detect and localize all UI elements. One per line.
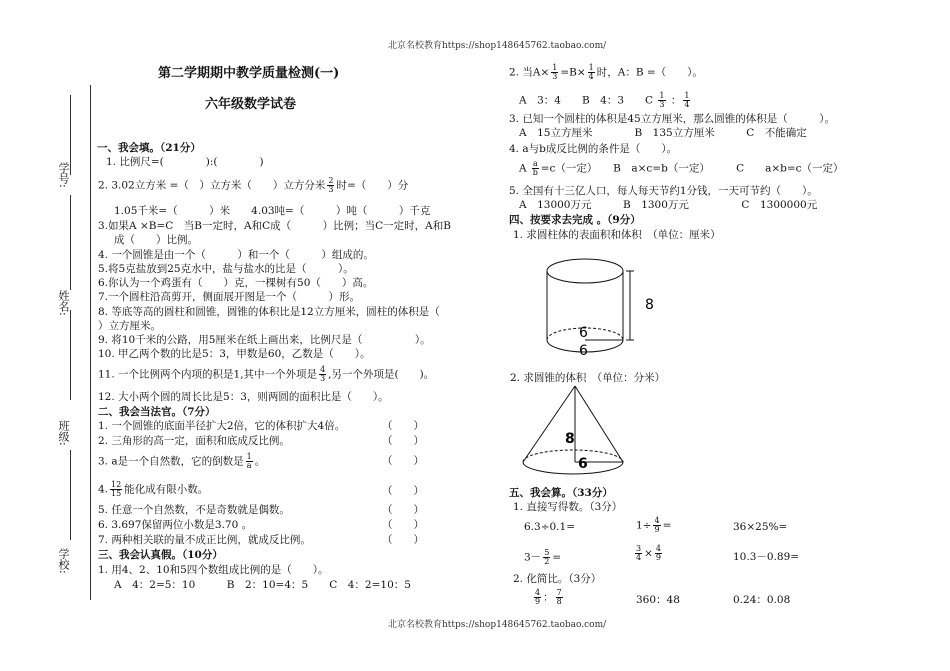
section5-heading: 五、我会算。（33分） — [509, 487, 613, 499]
s3-q2: 2. 当A× $\frac{1}{3}$ =B× $\frac{1}{4}$ 时，A：B =（ ）。 — [509, 63, 703, 81]
section3-heading: 三、我会认真假。（10分） — [98, 549, 223, 561]
s2-q6-paren[interactable]: （ ） — [382, 519, 424, 531]
fraction: $\frac{4}{9}$ — [655, 544, 661, 562]
s3-q2-options: A 3：4 B 4：3 C $\frac{1}{3}$ ： $\frac{1}{4}$ — [519, 91, 690, 109]
s1-q11: 11. 一个比例两个内项的积是1,其中一个外项是 $\frac{4}{3}$ ,另一个外项是( )。 — [98, 365, 435, 383]
fraction: $\frac{1}{3}$ — [552, 63, 558, 81]
side-line-3 — [70, 310, 71, 400]
header-url: 北京名校教育https://shop148645762.taobao.com/ — [388, 41, 607, 51]
s3-q1: 1. 用4、2、10和5四个数组成比例的是（ ）。 — [98, 564, 329, 576]
s1-q10: 10. 甲乙两个数的比是5：3，甲数是60，乙数是（ ）。 — [98, 348, 371, 360]
side-label-id: 学号: — [57, 162, 70, 188]
s3-q5-options: A 13000万元 B 1300万元 C 1300000元 — [519, 199, 818, 211]
fraction: $\frac{7}{8}$ — [556, 588, 562, 606]
ratio-1: $\frac{4}{9}$ ： $\frac{7}{8}$ — [535, 588, 562, 606]
fraction: $\frac{5}{2}$ — [544, 548, 550, 566]
calc-3: 36×25%= — [733, 521, 788, 533]
side-label-name: 姓名: — [57, 290, 70, 316]
s2-q1-paren[interactable]: （ ） — [382, 420, 424, 432]
s2-q1: 1. 一个圆锥的底面半径扩大2倍，它的体积扩大4倍。 — [98, 420, 346, 432]
s1-q5: 5.将5克盐放到25克水中，盐与盐水的比是（ ）。 — [98, 263, 354, 275]
s2-q5-paren[interactable]: （ ） — [382, 504, 424, 516]
s2-q3-paren[interactable]: （ ） — [382, 455, 424, 467]
fraction: $\frac{4}{9}$ — [535, 588, 541, 606]
cylinder-height-label: 8 — [645, 297, 654, 313]
s1-q3a: 3.如果A ×B=C 当B一定时，A和C成（ ）比例；当C一定时，A和B — [98, 220, 451, 232]
cylinder-radius-label: 6 — [579, 325, 588, 341]
s1-q6: 6.你认为一个鸡蛋有（ ）克，一棵树有50（ ）高。 — [98, 277, 374, 289]
page-title: 第二学期期中教学质量检测(一) — [158, 66, 340, 81]
s2-q4: 4. $\frac{12}{15}$ 能化成有限小数。 — [98, 480, 209, 498]
s2-q5: 5. 任意一个自然数，不是奇数就是偶数。 — [98, 504, 290, 516]
s1-q3b: 成（ ）比例。 — [114, 234, 198, 246]
s3-q3: 3. 已知一个圆柱的体积是45立方厘米，那么圆锥的体积是（ ）。 — [509, 113, 835, 125]
side-line-4 — [70, 450, 71, 540]
page-subtitle: 六年级数学试卷 — [205, 97, 297, 112]
fraction: $\frac{2}{3}$ — [328, 176, 334, 194]
s1-q1: 1. 比例尺=( ):( ) — [106, 156, 264, 168]
fraction: $\frac{4}{9}$ — [654, 516, 660, 534]
ratio-2: 360：48 — [636, 594, 680, 606]
s4-q2: 2. 求圆锥的体积 （单位：分米） — [510, 372, 666, 384]
calc-1: 6.3÷0.1= — [524, 521, 575, 533]
s5-q1: 1. 直接写得数。（3分） — [513, 501, 623, 513]
fraction: $\frac{12}{15}$ — [111, 480, 122, 498]
ratio-3: 0.24：0.08 — [733, 594, 791, 606]
s1-q2c: 1.05千米=（ ）米 4.03吨=（ ）吨（ ）千克 — [114, 205, 431, 217]
s2-q6: 6. 3.697保留两位小数是3.70 。 — [98, 519, 253, 531]
fraction: $\frac{4}{3}$ — [320, 365, 326, 383]
s3-q5: 5. 全国有十三亿人口，每人每天节约1分钱，一天可节约（ ）。 — [509, 185, 818, 197]
s1-q7: 7.一个圆柱沿高剪开，侧面展开图是一个（ ）形。 — [98, 291, 361, 303]
s2-q7: 7. 两种相关联的量不成正比例，就成反比例。 — [98, 534, 311, 546]
s1-q4: 4. 一个圆锥是由一个（ ）和一个（ ）组成的。 — [98, 249, 374, 261]
s2-q2: 2. 三角形的高一定，面积和底成反比例。 — [98, 435, 290, 447]
s5-q2: 2. 化简比。（3分） — [513, 573, 602, 585]
side-line-2 — [70, 195, 71, 290]
fraction: $\frac{1}{4}$ — [684, 91, 690, 109]
fraction: $\frac{1}{4}$ — [588, 63, 594, 81]
s2-q3: 3. a是一个自然数，它的倒数是 $\frac{1}{a}$ 。 — [98, 452, 266, 470]
cone-radius-label: 6 — [578, 456, 588, 472]
fraction: $\frac{1}{3}$ — [659, 91, 665, 109]
s3-q4-options: A $\frac{a}{b}$ =c（一定） B a×c=b（一定） C a×b=c（一定） — [519, 159, 844, 177]
calc-4: 3－ $\frac{5}{2}$ = — [524, 548, 562, 566]
cone-figure — [515, 382, 635, 482]
side-label-class: 班级: — [57, 420, 70, 446]
s1-q12: 12. 大小两个圆的周长比是5：3，则两圆的面积比是（ ）。 — [98, 391, 389, 403]
fraction: $\frac{3}{4}$ — [636, 544, 642, 562]
footer-url: 北京名校教育https://shop148645762.taobao.com/ — [388, 620, 607, 630]
s1-q2: 2. 3.02立方米 =（ ）立方米（ ）立方分米 $\frac{2}{3}$ 时=（ ）分 — [98, 176, 409, 194]
section2-heading: 二、我会当法官。（7分） — [98, 406, 216, 418]
cylinder-base-label: 6 — [579, 343, 588, 359]
s2-q7-paren[interactable]: （ ） — [382, 534, 424, 546]
s1-q8b: ）立方厘米。 — [98, 320, 161, 332]
cylinder-figure — [535, 255, 675, 360]
s3-q3-options: A 15立方厘米 B 135立方厘米 C 不能确定 — [519, 127, 807, 139]
fraction: $\frac{1}{a}$ — [246, 452, 252, 470]
binding-line — [90, 85, 91, 600]
section4-heading: 四、按要求去完成 。（9分） — [509, 214, 641, 226]
section1-heading: 一、我会填。（21分） — [97, 142, 201, 154]
s2-q4-paren[interactable]: （ ） — [382, 485, 424, 497]
s1-q9: 9. 将10千米的公路，用5厘米在纸上画出来，比例尺是（ ）。 — [98, 334, 431, 346]
cone-height-label: 8 — [565, 431, 575, 447]
fraction: $\frac{a}{b}$ — [532, 159, 538, 177]
calc-2: 1÷ $\frac{4}{9}$ = — [636, 516, 672, 534]
calc-5: $\frac{3}{4}$ × $\frac{4}{9}$ — [636, 544, 661, 562]
calc-6: 10.3－0.89= — [733, 551, 800, 563]
s4-q1: 1. 求圆柱体的表面积和体积 （单位：厘米） — [513, 229, 721, 241]
s2-q2-paren[interactable]: （ ） — [382, 435, 424, 447]
side-label-school: 学校: — [57, 548, 70, 574]
s3-q4: 4. a与b成反比例的条件是（ ）。 — [509, 143, 678, 155]
s1-q8a: 8. 等底等高的圆柱和圆锥，圆锥的体积比是12立方厘米，圆柱的体积是（ — [98, 306, 440, 318]
s3-q1-options: A 4：2=5：10 B 2：10=4：5 C 4：2=10：5 — [114, 579, 411, 591]
